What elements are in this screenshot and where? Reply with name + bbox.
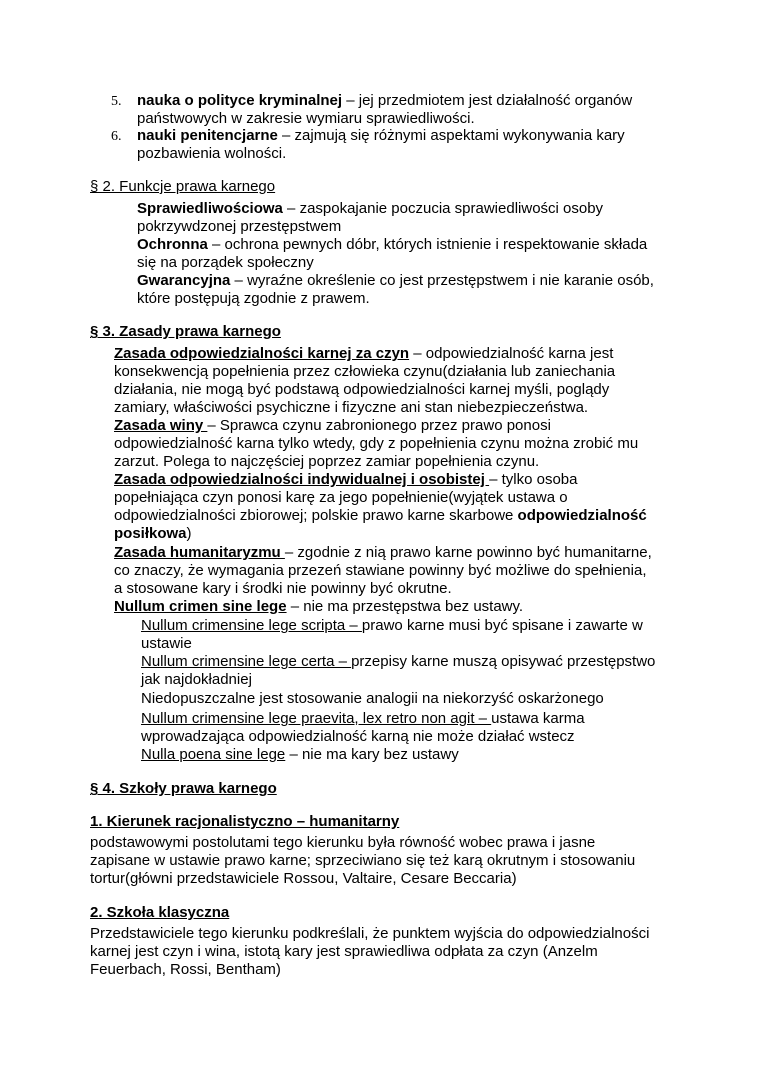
paragraph-line: Przedstawiciele tego kierunku podkreślali, że punktem wyjścia do odpowiedzialności bbox=[90, 925, 650, 942]
sub-list-item: Niedopuszczalne jest stosowanie analogii na niekorzyść oskarżonego bbox=[141, 690, 604, 707]
list-item: Ochronna – ochrona pewnych dóbr, których istnienie i respektowanie składa bbox=[137, 236, 648, 253]
list-item-continuation: pokrzywdzonej przestępstwem bbox=[137, 218, 342, 235]
principle-text: zarzut. Polega to najczęściej poprzez zamiar popełnienia czynu. bbox=[114, 453, 540, 470]
principle-text: a stosowane kary i środki nie powinny być okrutne. bbox=[114, 580, 452, 597]
principle-text: odpowiedzialności zbiorowej; polskie prawo karne skarbowe odpowiedzialność bbox=[114, 507, 647, 524]
list-item-continuation: państwowych w zakresie wymiaru sprawiedliwości. bbox=[137, 110, 475, 127]
list-item: Gwarancyjna – wyraźne określenie co jest przestępstwem i nie karanie osób, bbox=[137, 272, 654, 289]
principle-item: Zasada humanitaryzmu – zgodnie z nią prawo karne powinno być humanitarne, bbox=[114, 544, 652, 561]
sub-list-text: ustawie bbox=[141, 635, 192, 652]
paragraph-line: tortur(główni przedstawiciele Rossou, Valtaire, Cesare Beccaria) bbox=[90, 870, 517, 887]
list-item: Sprawiedliwościowa – zaspokajanie poczucia sprawiedliwości osoby bbox=[137, 200, 604, 217]
section-heading: § 3. Zasady prawa karnego bbox=[90, 323, 281, 340]
principle-text: działania, nie mogą być podstawą odpowiedzialności karnej myśli, poglądy bbox=[114, 381, 610, 398]
sub-list-item: Nullum crimensine lege praevita, lex retro non agit – ustawa karma bbox=[141, 710, 585, 727]
list-item-continuation: które postępują zgodnie z prawem. bbox=[137, 290, 370, 307]
principle-item: Zasada winy – Sprawca czynu zabronionego przez prawo ponosi bbox=[114, 417, 551, 434]
principle-item: Zasada odpowiedzialności indywidualnej i osobistej – tylko osoba bbox=[114, 471, 578, 488]
paragraph-line: Feuerbach, Rossi, Bentham) bbox=[90, 961, 281, 978]
list-item-number: 5. bbox=[111, 94, 122, 109]
paragraph-line: podstawowymi postolutami tego kierunku była równość wobec prawa i jasne bbox=[90, 834, 596, 851]
principle-text: zamiary, właściwości psychiczne i fizyczne ani stan niebezpieczeństwa. bbox=[114, 399, 589, 416]
sub-list-item: Nullum crimensine lege scripta – prawo karne musi być spisane i zawarte w bbox=[141, 617, 643, 634]
principle-text: konsekwencją popełnienia przez człowieka czynu(działania lub zaniechania bbox=[114, 363, 616, 380]
principle-text: posiłkowa) bbox=[114, 525, 192, 542]
sub-list-text: jak najdokładniej bbox=[141, 671, 252, 688]
list-item-continuation: pozbawienia wolności. bbox=[137, 145, 287, 162]
list-item: nauka o polityce kryminalnej – jej przedmiotem jest działalność organów bbox=[137, 92, 633, 109]
sub-list-item: Nulla poena sine lege – nie ma kary bez ustawy bbox=[141, 746, 459, 763]
paragraph-line: karnej jest czyn i wina, istotą kary jest sprawiedliwa odpłata za czyn (Anzelm bbox=[90, 943, 598, 960]
principle-item: Nullum crimen sine lege – nie ma przestępstwa bez ustawy. bbox=[114, 598, 524, 615]
list-item-number: 6. bbox=[111, 129, 122, 144]
principle-item: Zasada odpowiedzialności karnej za czyn – odpowiedzialność karna jest bbox=[114, 345, 614, 362]
principle-text: popełniająca czyn ponosi karę za jego popełnienie(wyjątek ustawa o bbox=[114, 489, 568, 506]
list-item-continuation: się na porządek społeczny bbox=[137, 254, 314, 271]
principle-text: odpowiedzialność karna tylko wtedy, gdy z popełnienia czynu można zrobić mu bbox=[114, 435, 639, 452]
principle-text: co znaczy, że wymagania przezeń stawiane powinny być możliwe do spełnienia, bbox=[114, 562, 647, 579]
sub-list-item: Nullum crimensine lege certa – przepisy karne muszą opisywać przestępstwo bbox=[141, 653, 656, 670]
section-heading: § 4. Szkoły prawa karnego bbox=[90, 780, 277, 797]
paragraph-line: zapisane w ustawie prawo karne; sprzeciwiano się też karą okrutnym i stosowaniu bbox=[90, 852, 636, 869]
sub-list-text: wprowadzająca odpowiedzialność karną nie może działać wstecz bbox=[141, 728, 575, 745]
subsection-heading: 1. Kierunek racjonalistyczno – humanitarny bbox=[90, 813, 400, 830]
subsection-heading: 2. Szkoła klasyczna bbox=[90, 904, 230, 921]
section-heading: § 2. Funkcje prawa karnego bbox=[90, 178, 276, 195]
list-item: nauki penitencjarne – zajmują się różnymi aspektami wykonywania kary bbox=[137, 127, 625, 144]
